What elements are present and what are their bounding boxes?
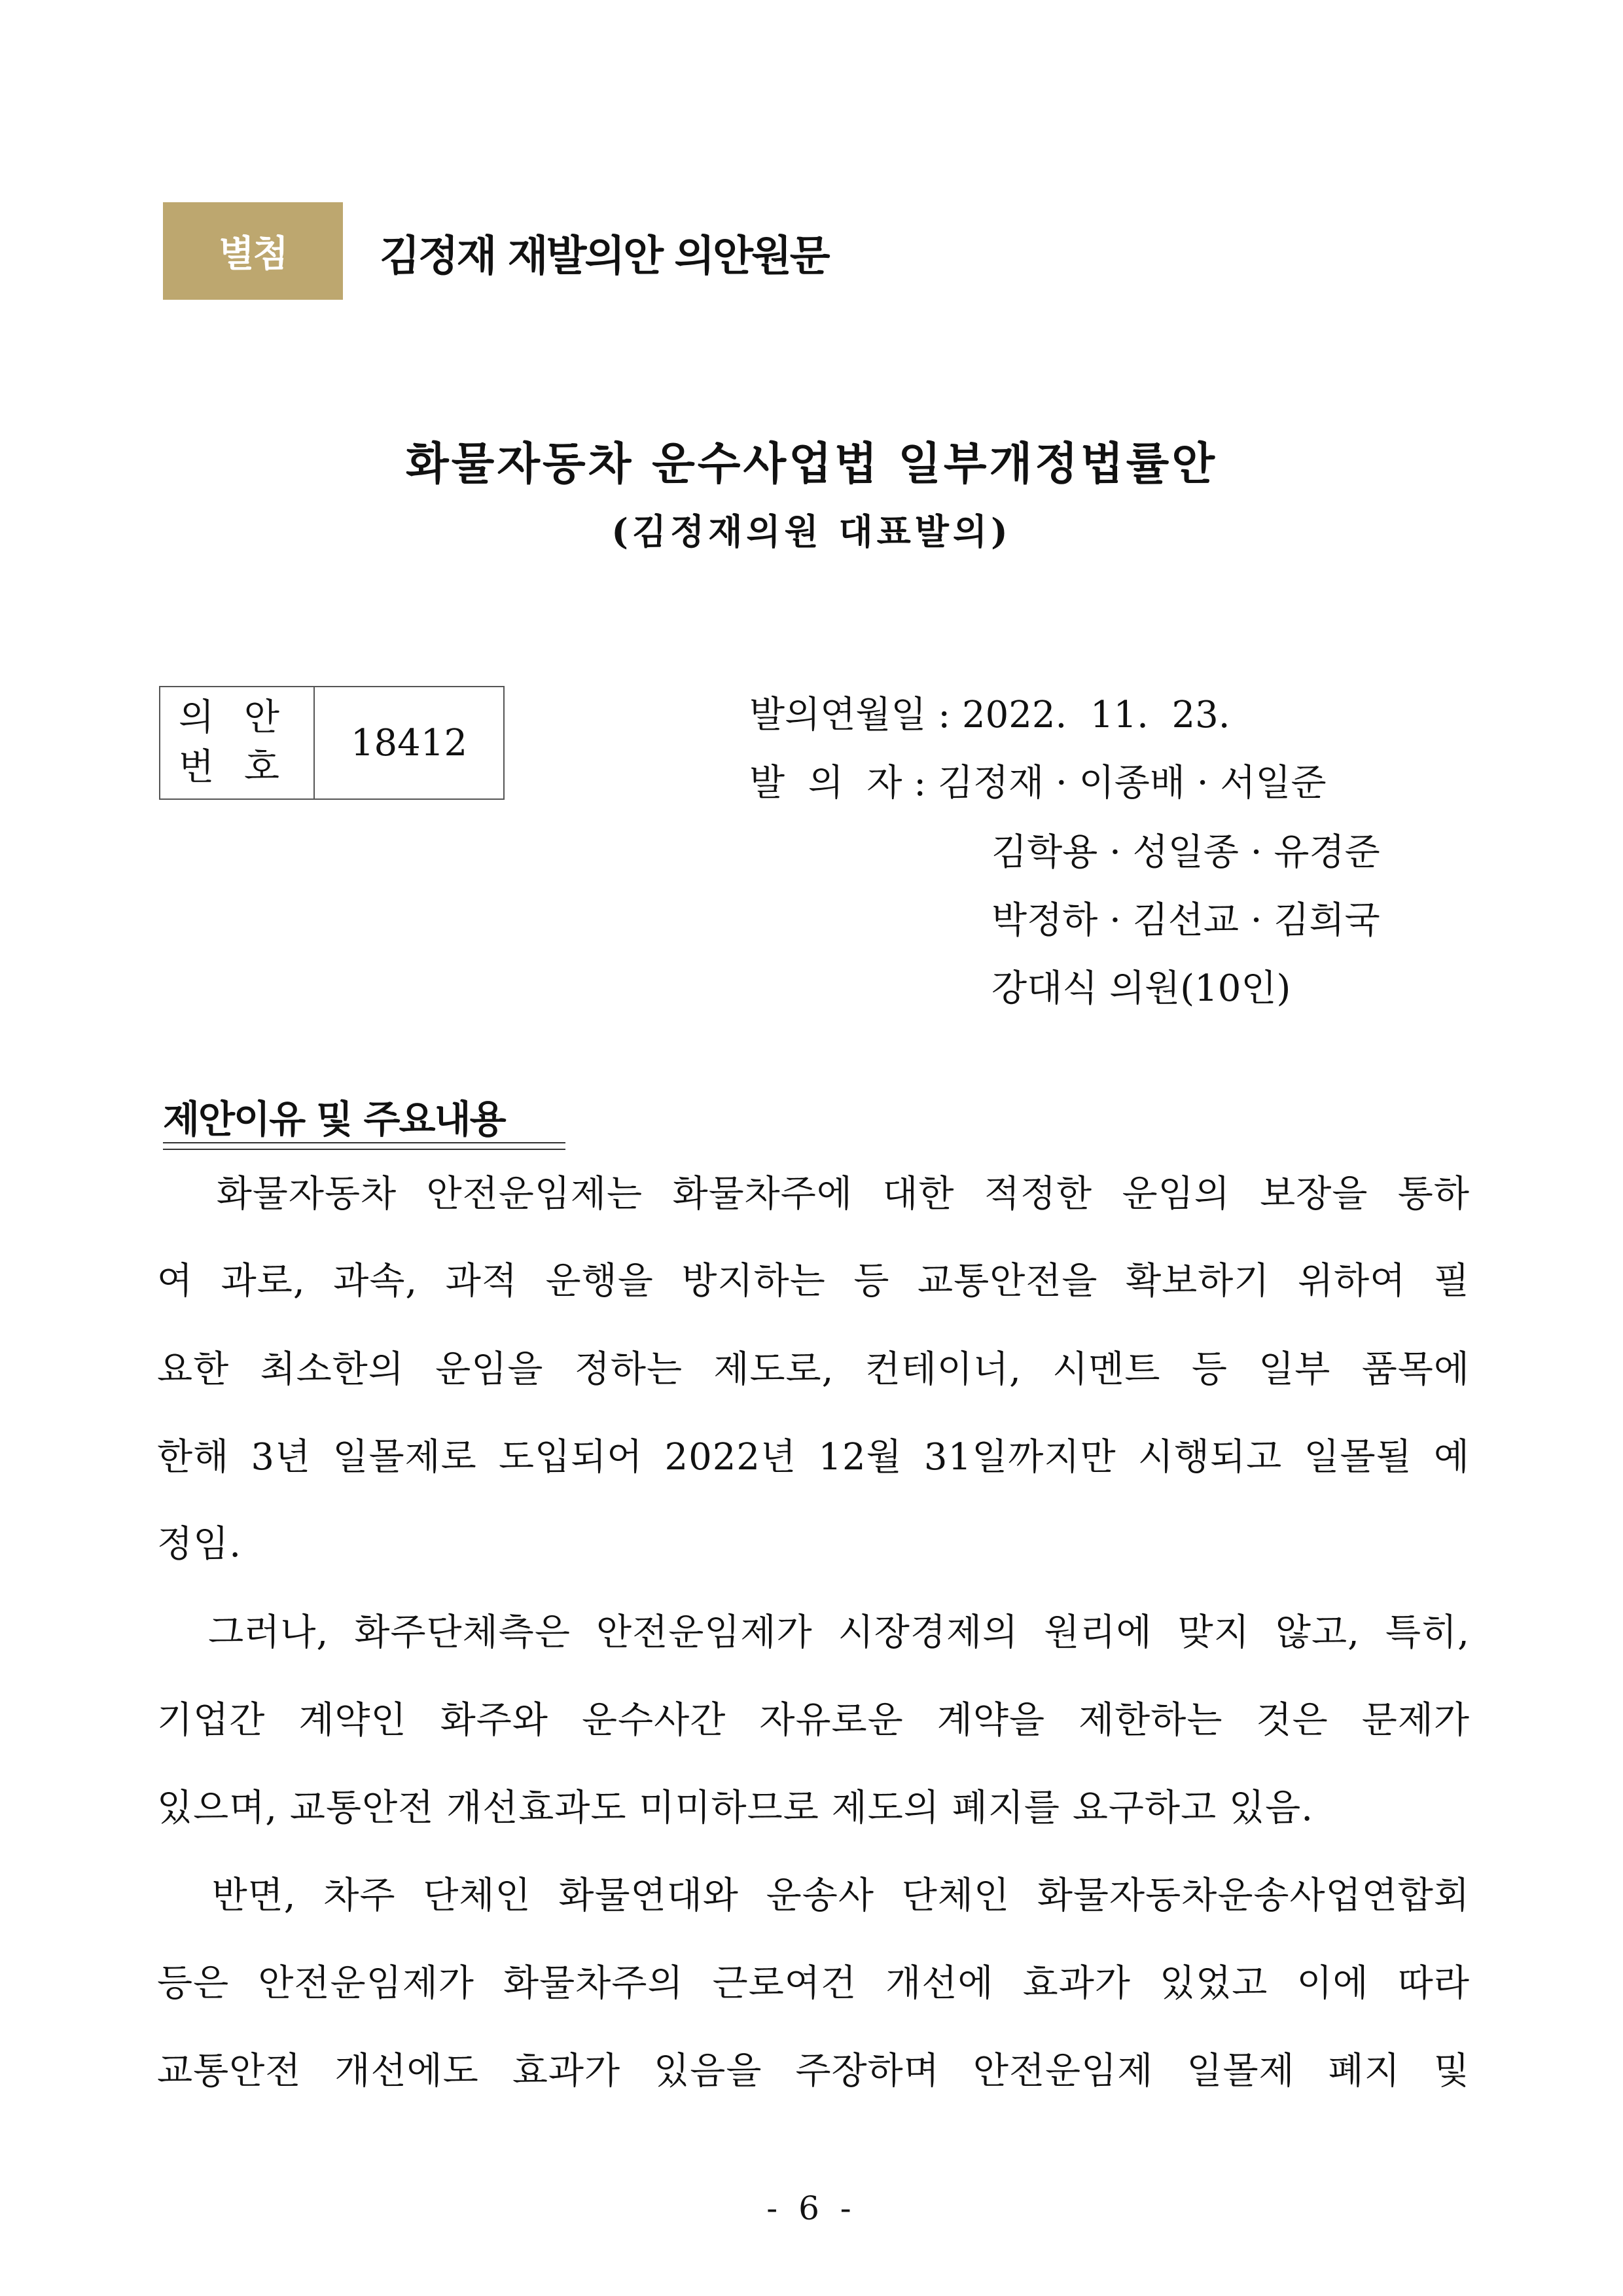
bill-number-label-line2: 번 호 (179, 746, 289, 789)
page-number: - 6 - (766, 2189, 857, 2227)
body-line: 화물자동차 안전운임제는 화물차주에 대한 적정한 운임의 보장을 통하 (157, 1173, 1470, 1215)
proposers: 발 의 자 : 김정재 · 이종배 · 서일준 (749, 762, 1327, 804)
body-line: 등은 안전운임제가 화물차주의 근로여건 개선에 효과가 있었고 이에 따라 (157, 1962, 1470, 2005)
attachment-tag: 별첨 (163, 202, 343, 300)
body-line: 정임. (157, 1523, 241, 1566)
proposal-date: 발의연월일 : 2022. 11. 23. (749, 694, 1230, 736)
body-line: 교통안전 개선에도 효과가 있음을 주장하며 안전운임제 일몰제 폐지 및 (157, 2050, 1470, 2092)
body-line: 요한 최소한의 운임을 정하는 제도로, 컨테이너, 시멘트 등 일부 품목에 (157, 1348, 1470, 1391)
body-line: 반면, 차주 단체인 화물연대와 운송사 단체인 화물자동차운송사업연합회 (157, 1874, 1470, 1917)
bill-number-table (159, 686, 505, 800)
body-line: 여 과로, 과속, 과적 운행을 방지하는 등 교통안전을 확보하기 위하여 필 (157, 1260, 1470, 1302)
body-line: 그러나, 화주단체측은 안전운임제가 시장경제의 원리에 맞지 않고, 특히, (157, 1611, 1470, 1654)
proposers-continued: 강대식 의원(10인) (991, 967, 1291, 1010)
bill-number-value: 18412 (350, 721, 468, 764)
proposers-continued: 김학용 · 성일종 · 유경준 (991, 831, 1380, 874)
bill-subtitle: (김정재의원 대표발의) (611, 511, 1012, 552)
bill-number-label (160, 687, 315, 798)
body-line: 기업간 계약인 화주와 운수사간 자유로운 계약을 제한하는 것은 문제가 (157, 1699, 1470, 1742)
section-heading: 제안이유 및 주요내용 (163, 1097, 505, 1141)
section-underline (163, 1142, 565, 1150)
bill-title: 화물자동차 운수사업법 일부개정법률안 (405, 438, 1218, 490)
body-line: 한해 3년 일몰제로 도입되어 2022년 12월 31일까지만 시행되고 일몰될 예 (157, 1436, 1470, 1479)
body-line: 있으며, 교통안전 개선효과도 미미하므로 제도의 폐지를 요구하고 있음. (157, 1787, 1313, 1829)
bill-number-label-line1: 의 안 (179, 696, 289, 739)
attachment-title: 김정재 재발의안 의안원문 (380, 232, 829, 281)
proposers-continued: 박정하 · 김선교 · 김희국 (991, 899, 1380, 942)
